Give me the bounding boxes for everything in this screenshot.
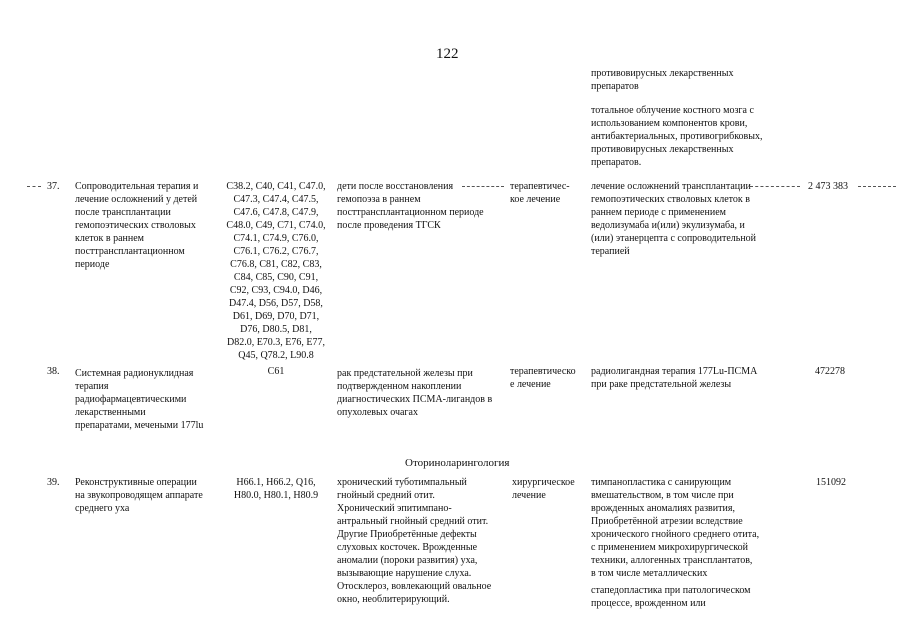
row-cost: 2 473 383 xyxy=(808,181,848,192)
row-patient: рак предстательной железы при подтвержденном накоплении диагностических ПСМА-лигандов в опухолевых очагах xyxy=(337,368,493,418)
row-treatment: терапевтичес- кое лечение xyxy=(510,181,570,205)
dotted-leader xyxy=(750,186,800,187)
row-name: Реконструктивные операции на звукопроводящем аппарате среднего уха xyxy=(75,477,203,514)
row-number: 37. xyxy=(47,181,60,192)
row-method: радиолигандная терапия 177Lu-ПСМА при раке предстательной железы xyxy=(591,366,758,390)
continuation-method-b: тотальное облучение костного мозга с использованием компонентов крови, антибактериальных, противогрибковых, противовирусных лекарственных препаратов. xyxy=(591,105,763,168)
row-method: лечение осложнений трансплантации гемопоэтических стволовых клеток в раннем периоде с применением ведолизумаба и(или) экулизумаба, и (или) этанерцепта с сопроводительной терапией xyxy=(591,181,757,257)
row-method-continued: стапедопластика при патологическом процессе, врожденном или xyxy=(591,585,751,609)
row-patient: хронический туботимпальный гнойный средний отит. Хронический эпитимпано- антральный гнойный средний отит. Другие Приобретённые дефекты слуховых косточек. Врожденные аномалии (пороки развития) уха, вызывающие нарушение слуха. Отосклероз, вовлекающий овальное окно, необлитерирующий. xyxy=(337,477,492,605)
continuation-method-a: противовирусных лекарственных препаратов xyxy=(591,68,734,92)
dotted-leader xyxy=(27,186,41,187)
row-codes: H66.1, H66.2, Q16, H80.0, H80.1, H80.9 xyxy=(233,477,319,501)
row-codes: C61 xyxy=(267,366,285,377)
dotted-leader xyxy=(462,186,504,187)
page-number: 122 xyxy=(436,46,459,62)
row-cost: 472278 xyxy=(815,366,845,377)
section-heading: Оториноларингология xyxy=(405,457,510,469)
row-codes: C38.2, C40, C41, C47.0, C47.3, C47.4, C47.5, C47.6, C47.8, C47.9, C48.0, C49, C71, C74.0, C74.1, C74.9, C76.0, C76.1, C76.2, C76.7, C76.8, C81, C82, C83, C84, C85, C90, C91, C92, C93, C94.0, D46, D47.4, D56, D57, D58, D61, D69, D70, D71, D76, D80.5, D81, D82.0, E70.3, E76, E77, Q45, Q78.2, L90.8 xyxy=(226,181,326,361)
row-cost: 151092 xyxy=(816,477,846,488)
row-number: 39. xyxy=(47,477,60,488)
dotted-leader xyxy=(858,186,896,187)
row-patient: дети после восстановления гемопоэза в раннем посттрансплантационном периоде после проведения ТГСК xyxy=(337,181,484,231)
row-treatment: хирургическое лечение xyxy=(512,477,575,501)
row-method: тимпанопластика с санирующим вмешательством, в том числе при врожденных аномалиях развития, Приобретённой атрезии вследствие хронического гнойного среднего отита, с применением микрохирургической техники, аллогенных трансплантатов, в том числе металлических xyxy=(591,477,760,579)
row-name: Сопроводительная терапия и лечение осложнений у детей после трансплантации гемопоэтических стволовых клеток в раннем посттрансплантационном периоде xyxy=(75,181,199,270)
row-name: Системная радионуклидная терапия радиофармацевтическими лекарственными препаратами, мечеными 177lu xyxy=(75,368,204,431)
row-number: 38. xyxy=(47,366,60,377)
row-treatment: терапевтическо е лечение xyxy=(510,366,576,390)
